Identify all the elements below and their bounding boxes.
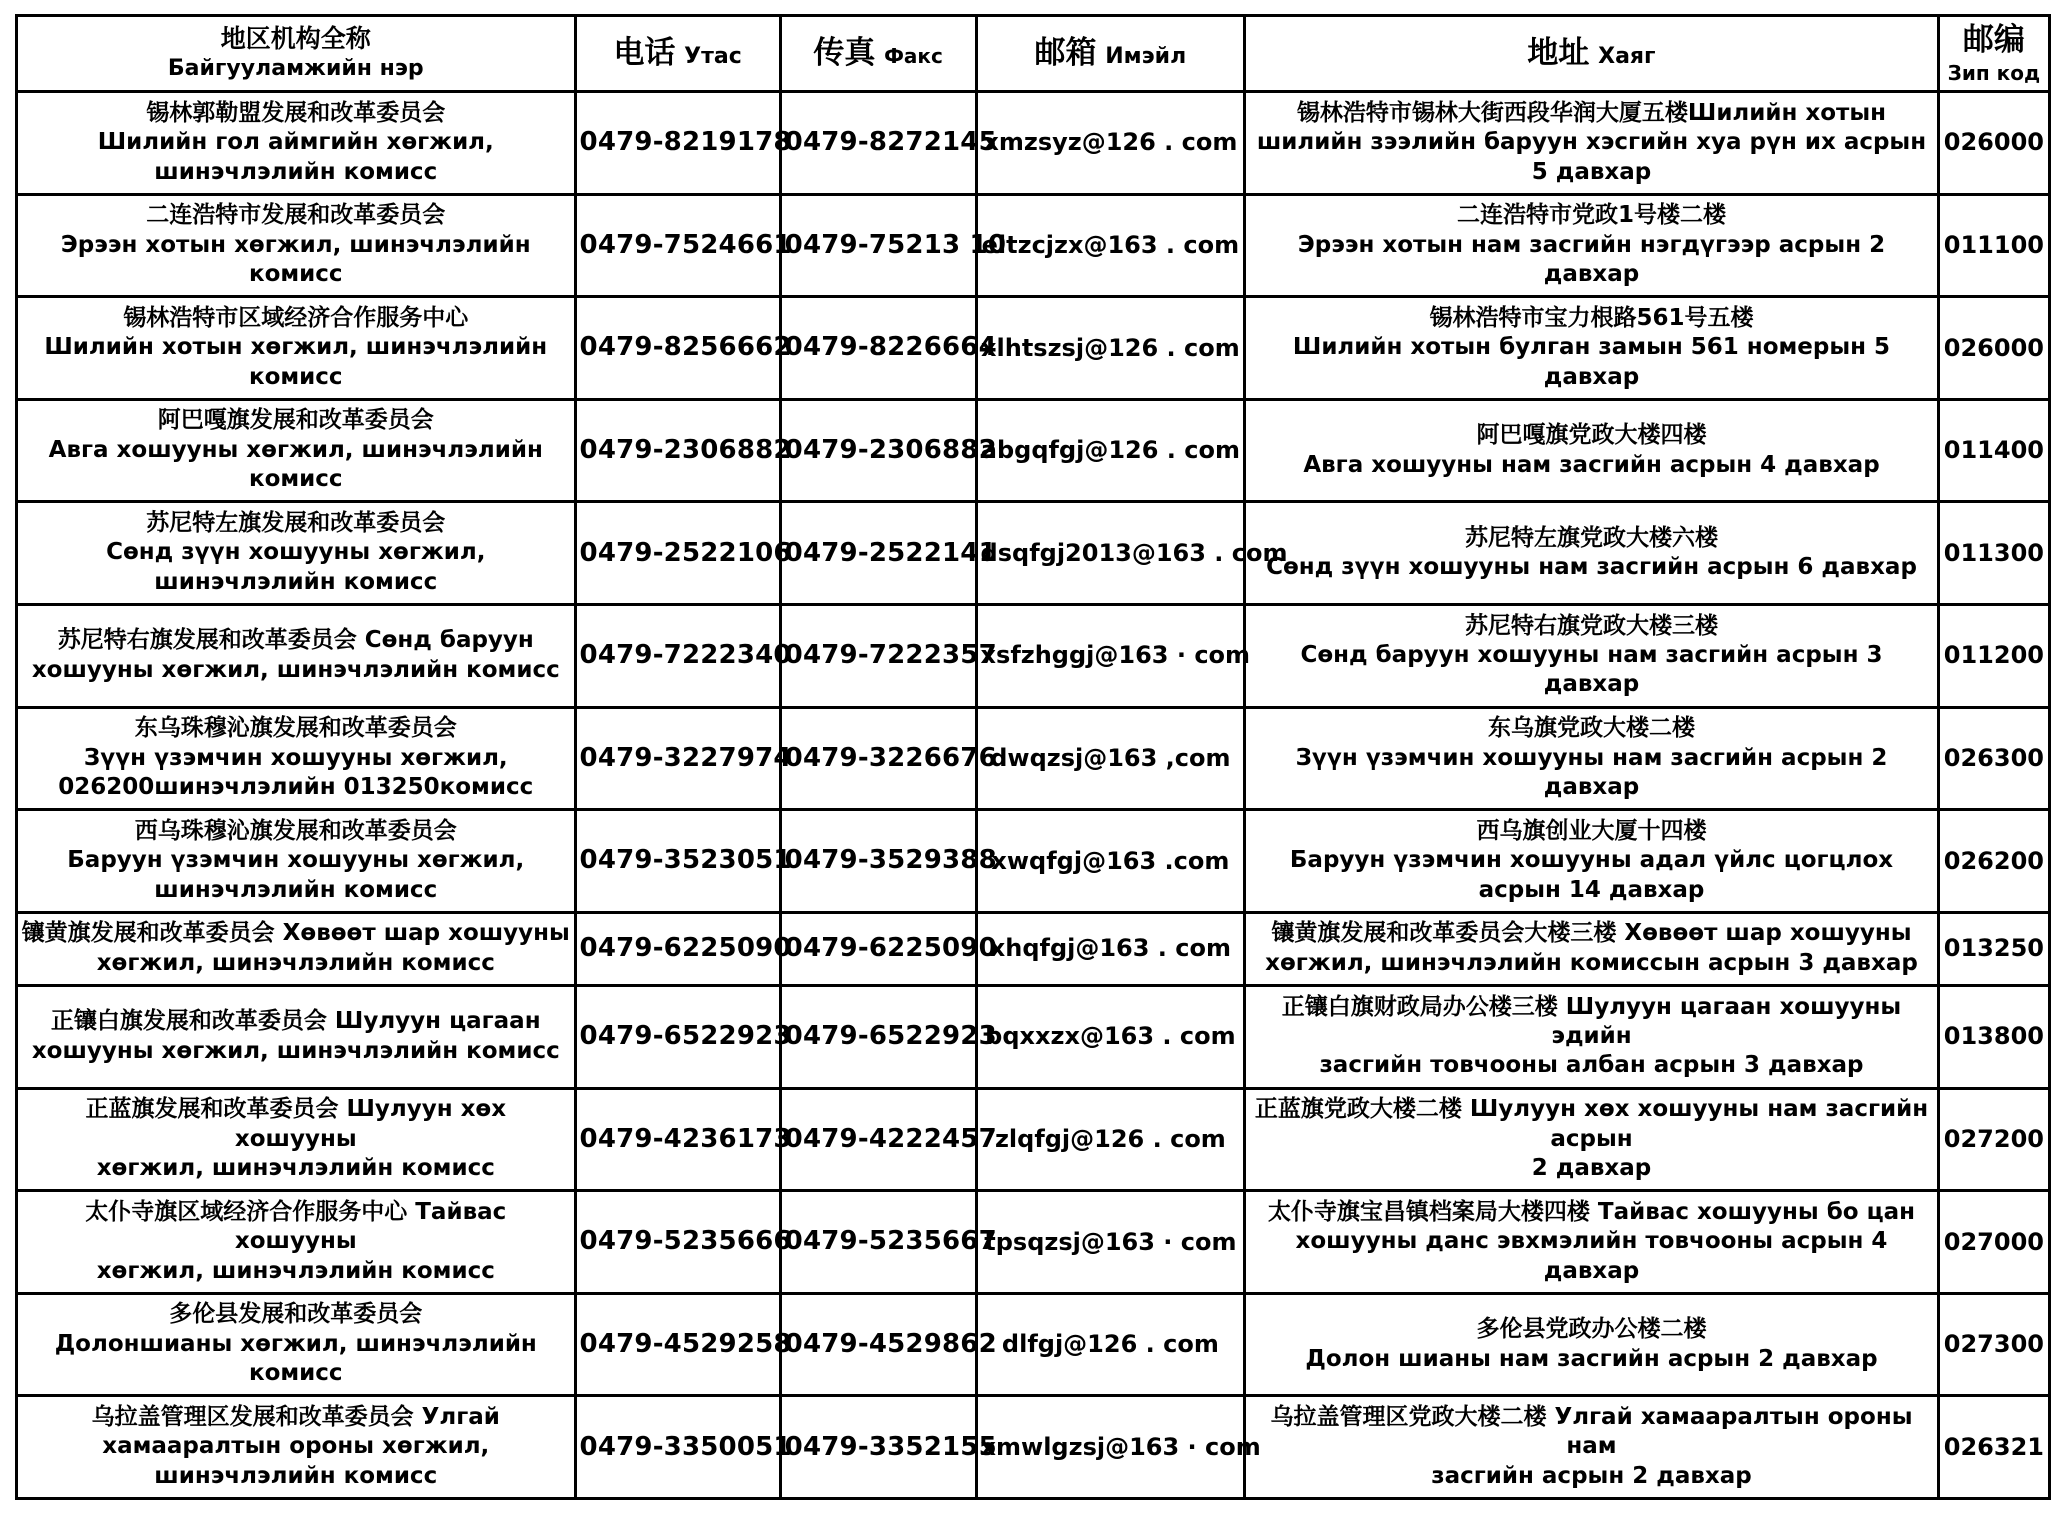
address-line-1: 阿巴嘎旗党政大楼四楼 [1476, 422, 1707, 449]
address-line-2: хөгжил, шинэчлэлийн комиссын асрын 3 давхар [1265, 949, 1918, 976]
email-cell: dsqfgj2013@163 . com [976, 502, 1245, 605]
address-line-2: Сөнд баруун хошууны нам засгийн асрын 3 давхар [1300, 642, 1883, 698]
zip-cell: 011100 [1938, 194, 2049, 297]
org-name-cn: 苏尼特右旗发展和改革委员会 Сөнд баруун [57, 627, 534, 654]
address-line-2: Эрээн хотын нам засгийн нэгдүгээр асрын 2 давхар [1297, 231, 1886, 288]
table-row [17, 297, 2050, 400]
org-name-cell [17, 1191, 576, 1294]
email-cell: xwqfgj@163 .com [976, 810, 1245, 913]
zip-cell: 026000 [1938, 297, 2049, 400]
org-name-cell [17, 985, 576, 1088]
org-name-mn: хамааралтын ороны хөгжил, шинэчлэлийн комисс [102, 1433, 490, 1489]
address-cell [1245, 810, 1939, 913]
header-email [976, 16, 1245, 92]
zip-cell: 011200 [1938, 604, 2049, 707]
zip-cell: 013250 [1938, 912, 2049, 985]
table-row [17, 604, 2050, 707]
address-cell [1245, 194, 1939, 297]
address-line-1: 二连浩特市党政1号楼二楼 [1456, 202, 1726, 229]
table-row [17, 985, 2050, 1088]
address-line-1: 苏尼特右旗党政大楼三楼 [1464, 612, 1718, 639]
header-fax [780, 16, 976, 92]
header-address-cn: 地址 [1527, 34, 1590, 71]
address-cell [1245, 604, 1939, 707]
address-line-1: 锡林浩特市宝力根路561号五楼 [1429, 304, 1754, 331]
header-fax-cn: 传真 [813, 34, 876, 71]
org-name-cn: 阿巴嘎旗发展和改革委员会 [157, 407, 434, 434]
org-name-cn: 锡林浩特市区域经济合作服务中心 [123, 304, 469, 331]
address-line-1: 多伦县党政办公楼二楼 [1476, 1316, 1707, 1343]
fax-cell: 0479-3529388 [780, 810, 976, 913]
table-row [17, 1088, 2050, 1191]
phone-cell: 0479-3227974 [575, 707, 780, 810]
org-name-cn: 正镶白旗发展和改革委员会 Шулуун цагаан [50, 1008, 541, 1035]
email-cell: xsfzhggj@163 · com [976, 604, 1245, 707]
org-name-mn: хошууны хөгжил, шинэчлэлийн комисс [31, 656, 560, 683]
org-name-cn: 正蓝旗发展和改革委员会 Шулуун хөх хошууны [85, 1096, 507, 1152]
address-cell [1245, 1088, 1939, 1191]
address-line-2: Шилийн хотын булган замын 561 номерын 5 давхар [1292, 334, 1891, 390]
fax-cell: 0479-4222457 [780, 1088, 976, 1191]
header-phone-cn: 电话 [613, 34, 676, 71]
fax-cell: 0479-2522141 [780, 502, 976, 605]
header-phone-mn: Утас [684, 43, 742, 69]
zip-cell: 026200 [1938, 810, 2049, 913]
address-line-2: хошууны данс эвхмэлийн товчооны асрын 4 давхар [1295, 1228, 1888, 1284]
org-name-cn: 太仆寺旗区域经济合作服务中心 Тайвас хошууны [85, 1198, 507, 1255]
phone-cell: 0479-4236173 [575, 1088, 780, 1191]
org-name-mn: Шилийн хотын хөгжил, шинэчлэлийн комисс [44, 334, 548, 390]
table-row [17, 1396, 2050, 1499]
address-line-2: 2 давхар [1531, 1155, 1652, 1182]
table-row [17, 707, 2050, 810]
address-line-2: засгийн асрын 2 давхар [1431, 1462, 1752, 1489]
header-phone [575, 16, 780, 92]
fax-cell: 0479-8272145 [780, 92, 976, 195]
org-name-cell [17, 912, 576, 985]
zip-cell: 011400 [1938, 399, 2049, 502]
org-name-cell [17, 604, 576, 707]
header-address-mn: Хаяг [1598, 43, 1656, 69]
org-name-mn: Сөнд зүүн хошууны хөгжил, шинэчлэлийн комисс [106, 539, 486, 595]
org-name-cn: 镶黄旗发展和改革委员会 Хөвөөт шар хошууны [21, 920, 570, 947]
address-line-1: 正蓝旗党政大楼二楼 Шулуун хөх хошууны нам засгийн асрын [1254, 1096, 1929, 1152]
address-cell [1245, 1396, 1939, 1499]
fax-cell: 0479-5235667 [780, 1191, 976, 1294]
table-row [17, 92, 2050, 195]
address-line-2: засгийн товчооны албан асрын 3 давхар [1319, 1052, 1864, 1079]
org-name-mn: Авга хошууны хөгжил, шинэчлэлийн комисс [48, 436, 543, 493]
address-line-1: 镶黄旗发展和改革委员会大楼三楼 Хөвөөт шар хошууны [1271, 920, 1912, 947]
header-email-mn: Имэйл [1105, 43, 1187, 69]
address-line-1: 乌拉盖管理区党政大楼二楼 Улгай хамааралтын ороны нам [1270, 1404, 1913, 1460]
header-name-mn: Байгууламжийн нэр [167, 56, 424, 82]
table-row [17, 194, 2050, 297]
phone-cell: 0479-5235666 [575, 1191, 780, 1294]
org-name-cell [17, 297, 576, 400]
table-row [17, 1191, 2050, 1294]
org-name-cn: 多伦县发展和改革委员会 [169, 1301, 423, 1328]
org-name-cell [17, 1088, 576, 1191]
fax-cell: 0479-6225090 [780, 912, 976, 985]
zip-cell: 026300 [1938, 707, 2049, 810]
phone-cell: 0479-3523051 [575, 810, 780, 913]
header-zip-mn: Зип код [1947, 60, 2041, 85]
org-name-cn: 苏尼特左旗发展和改革委员会 [146, 510, 446, 537]
phone-cell: 0479-8256662 [575, 297, 780, 400]
address-line-2: шилийн зээлийн баруун хэсгийн хуа рүн их асрын 5 давхар [1256, 129, 1927, 185]
fax-cell: 0479-4529862 [780, 1293, 976, 1396]
email-cell: eltzcjzx@163 . com [976, 194, 1245, 297]
email-cell: dlfgj@126 . com [976, 1293, 1245, 1396]
org-name-cell [17, 1396, 576, 1499]
phone-cell: 0479-6225090 [575, 912, 780, 985]
header-zip [1938, 16, 2049, 92]
address-line-1: 东乌旗党政大楼二楼 [1487, 715, 1695, 742]
zip-cell: 027300 [1938, 1293, 2049, 1396]
header-row [17, 16, 2050, 92]
org-name-cn: 乌拉盖管理区发展和改革委员会 Улгай [91, 1404, 500, 1430]
org-name-cell [17, 399, 576, 502]
address-line-2: Авга хошууны нам засгийн асрын 4 давхар [1303, 451, 1880, 478]
org-name-mn: Долоншианы хөгжил, шинэчлэлийн комисс [54, 1330, 537, 1387]
table-row [17, 1293, 2050, 1396]
contact-table [15, 14, 2051, 1500]
phone-cell: 0479-2522106 [575, 502, 780, 605]
fax-cell: 0479-3226676 [780, 707, 976, 810]
address-line-2: Долон шианы нам засгийн асрын 2 давхар [1305, 1345, 1878, 1372]
phone-cell: 0479-6522923 [575, 985, 780, 1088]
address-cell [1245, 399, 1939, 502]
org-name-mn: хөгжил, шинэчлэлийн комисс [96, 1257, 495, 1284]
fax-cell: 0479-7222357 [780, 604, 976, 707]
address-line-1: 西乌旗创业大厦十四楼 [1476, 817, 1707, 844]
fax-cell: 0479-8226664 [780, 297, 976, 400]
org-name-mn: Шилийн гол аймгийн хөгжил, шинэчлэлийн комисс [97, 129, 494, 185]
org-name-cn: 西乌珠穆沁旗发展和改革委员会 [134, 817, 457, 844]
fax-cell: 0479-3352155 [780, 1396, 976, 1499]
phone-cell: 0479-7222340 [575, 604, 780, 707]
email-cell: dwqzsj@163 ,com [976, 707, 1245, 810]
header-zip-cn: 邮编 [1962, 21, 2025, 58]
table-row [17, 912, 2050, 985]
address-line-1: 苏尼特左旗党政大楼六楼 [1464, 524, 1718, 551]
org-name-cell [17, 1293, 576, 1396]
org-name-cell [17, 92, 576, 195]
phone-cell: 0479-7524661 [575, 194, 780, 297]
address-cell [1245, 1191, 1939, 1294]
org-name-cell [17, 707, 576, 810]
email-cell: zlqfgj@126 . com [976, 1088, 1245, 1191]
header-fax-mn: Факс [884, 43, 943, 68]
address-cell [1245, 502, 1939, 605]
address-cell [1245, 297, 1939, 400]
address-cell [1245, 912, 1939, 985]
org-name-mn: Зүүн үзэмчин хошууны хөгжил, 026200шинэчлэлийн 013250комисс [58, 744, 534, 801]
org-name-cell [17, 502, 576, 605]
table-row [17, 810, 2050, 913]
address-line-1: 锡林浩特市锡林大街西段华润大厦五楼Шилийн хотын [1296, 99, 1887, 126]
zip-cell: 011300 [1938, 502, 2049, 605]
org-name-cn: 东乌珠穆沁旗发展和改革委员会 [134, 715, 457, 742]
email-cell: abgqfgj@126 . com [976, 399, 1245, 502]
org-name-mn: Эрээн хотын хөгжил, шинэчлэлийн комисс [60, 231, 531, 288]
table-header [17, 16, 2050, 92]
fax-cell: 0479-75213 10 [780, 194, 976, 297]
phone-cell: 0479-3350051 [575, 1396, 780, 1499]
address-cell [1245, 707, 1939, 810]
phone-cell: 0479-2306882 [575, 399, 780, 502]
org-name-mn: хөгжил, шинэчлэлийн комисс [96, 949, 495, 976]
org-name-cell [17, 810, 576, 913]
email-cell: xmwlgzsj@163 · com [976, 1396, 1245, 1499]
address-cell [1245, 92, 1939, 195]
address-line-2: Зүүн үзэмчин хошууны нам засгийн асрын 2 давхар [1295, 744, 1888, 801]
email-cell: xlhtszsj@126 . com [976, 297, 1245, 400]
zip-cell: 013800 [1938, 985, 2049, 1088]
address-cell [1245, 985, 1939, 1088]
org-name-mn: хөгжил, шинэчлэлийн комисс [96, 1155, 495, 1182]
email-cell: tpsqzsj@163 · com [976, 1191, 1245, 1294]
org-name-mn: Баруун үзэмчин хошууны хөгжил, шинэчлэлийн комисс [67, 847, 525, 903]
address-line-2: Сөнд зүүн хошууны нам засгийн асрын 6 давхар [1266, 554, 1917, 581]
header-email-cn: 邮箱 [1034, 34, 1097, 71]
address-line-1: 太仆寺旗宝昌镇档案局大楼四楼 Тайвас хошууны бо цан [1267, 1198, 1916, 1225]
address-cell [1245, 1293, 1939, 1396]
email-cell: xhqfgj@163 . com [976, 912, 1245, 985]
email-cell: bqxxzx@163 . com [976, 985, 1245, 1088]
org-name-mn: хошууны хөгжил, шинэчлэлийн комисс [31, 1037, 560, 1064]
header-name [17, 16, 576, 92]
table-row [17, 399, 2050, 502]
table-row [17, 502, 2050, 605]
email-cell: xmzsyz@126 . com [976, 92, 1245, 195]
header-address [1245, 16, 1939, 92]
zip-cell: 027000 [1938, 1191, 2049, 1294]
org-name-cell [17, 194, 576, 297]
zip-cell: 027200 [1938, 1088, 2049, 1191]
fax-cell: 0479-6522923 [780, 985, 976, 1088]
zip-cell: 026000 [1938, 92, 2049, 195]
phone-cell: 0479-8219178 [575, 92, 780, 195]
table-body [17, 92, 2050, 1499]
header-name-cn: 地区机构全称 [220, 24, 371, 54]
phone-cell: 0479-4529258 [575, 1293, 780, 1396]
org-name-cn: 锡林郭勒盟发展和改革委员会 [146, 99, 446, 126]
address-line-1: 正镶白旗财政局办公楼三楼 Шулуун цагаан хошууны эдийн [1281, 993, 1902, 1050]
address-line-2: Баруун үзэмчин хошууны адал үйлс цогцлох асрын 14 давхар [1289, 847, 1894, 903]
zip-cell: 026321 [1938, 1396, 2049, 1499]
org-name-cn: 二连浩特市发展和改革委员会 [146, 202, 446, 229]
fax-cell: 0479-2306882 [780, 399, 976, 502]
